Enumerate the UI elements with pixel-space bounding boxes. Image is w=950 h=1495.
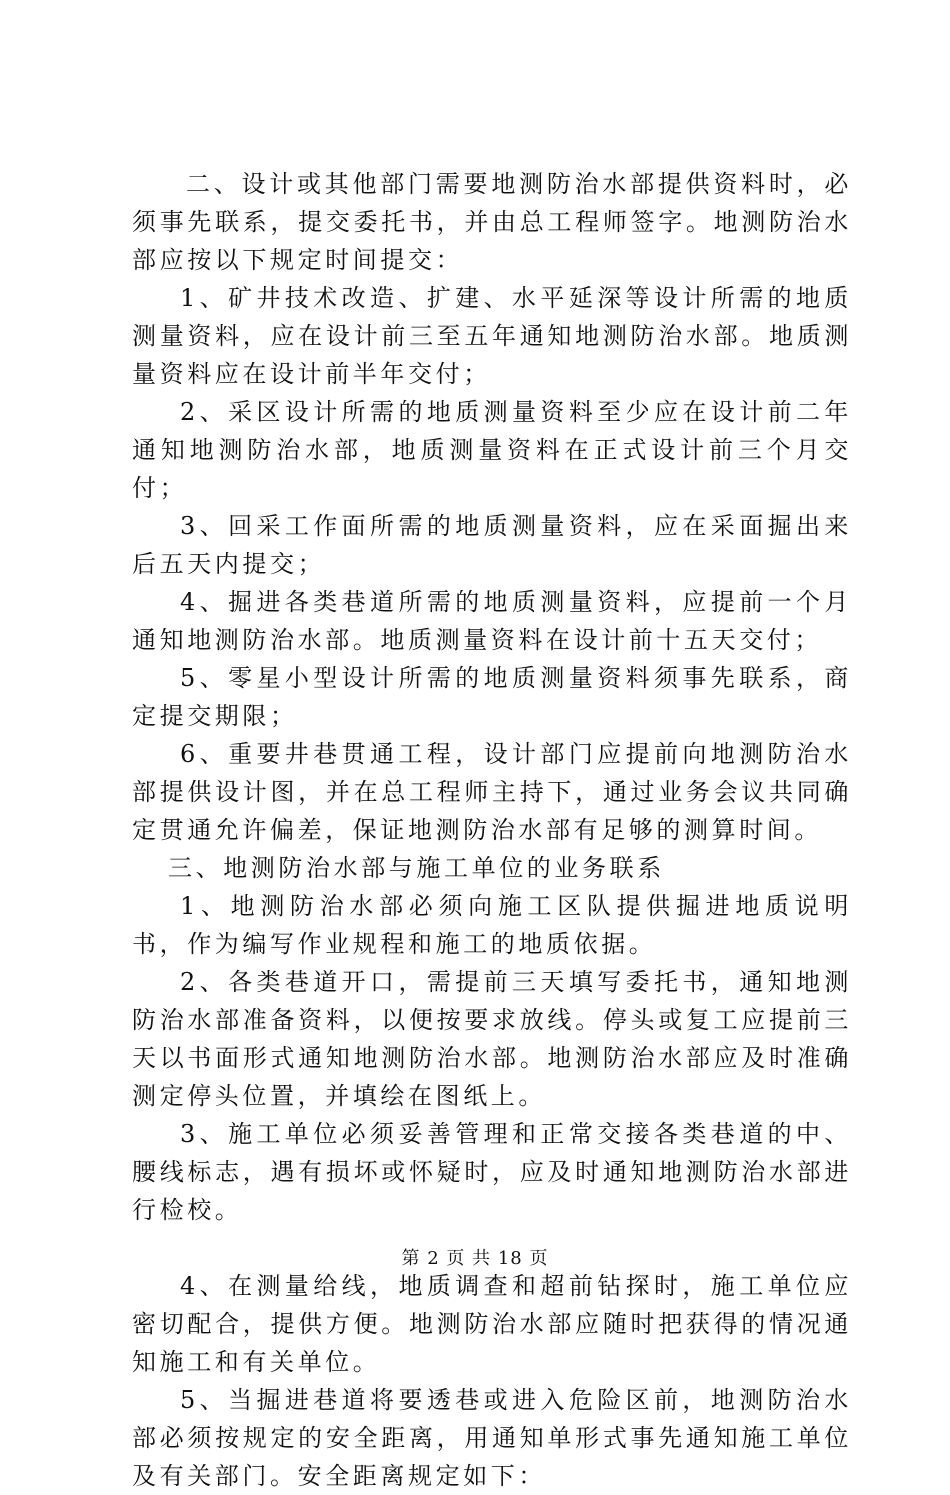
paragraph-section-2: 二、设计或其他部门需要地测防治水部提供资料时，必须事先联系，提交委托书，并由总工程师签字。地测防治水部应按以下规定时间提交： bbox=[132, 170, 852, 274]
document-body bbox=[132, 165, 852, 1495]
paragraph-item-3: 3、回采工作面所需的地质测量资料，应在采面掘出来后五天内提交； bbox=[132, 512, 852, 578]
paragraph-item-3-3: 3、施工单位必须妥善管理和正常交接各类巷道的中、腰线标志，遇有损坏或怀疑时，应及时通知地测防治水部进行检校。 bbox=[132, 1120, 852, 1224]
paragraph-item-4: 4、掘进各类巷道所需的地质测量资料，应提前一个月通知地测防治水部。地质测量资料在设计前十五天交付； bbox=[132, 588, 852, 654]
paragraph-item-3-4: 4、在测量给线，地质调查和超前钻探时，施工单位应密切配合，提供方便。地测防治水部应随时把获得的情况通知施工和有关单位。 bbox=[132, 1272, 852, 1376]
paragraph-item-3-1: 1、地测防治水部必须向施工区队提供掘进地质说明书，作为编写作业规程和施工的地质依据。 bbox=[132, 892, 852, 958]
section-heading-3: 三、地测防治水部与施工单位的业务联系 bbox=[168, 854, 665, 882]
paragraph-item-3-2: 2、各类巷道开口，需提前三天填写委托书，通知地测防治水部准备资料，以便按要求放线。停头或复工应提前三天以书面形式通知地测防治水部。地测防治水部应及时准确测定停头位置，并填绘在图纸上。 bbox=[132, 968, 852, 1110]
paragraph-item-1: 1、矿井技术改造、扩建、水平延深等设计所需的地质测量资料，应在设计前三至五年通知地测防治水部。地质测量资料应在设计前半年交付； bbox=[132, 284, 852, 388]
paragraph-item-2: 2、采区设计所需的地质测量资料至少应在设计前二年通知地测防治水部，地质测量资料在正式设计前三个月交付； bbox=[132, 398, 852, 502]
paragraph-item-5: 5、零星小型设计所需的地质测量资料须事先联系，商定提交期限； bbox=[132, 664, 852, 730]
paragraph-item-6: 6、重要井巷贯通工程，设计部门应提前向地测防治水部提供设计图，并在总工程师主持下，通过业务会议共同确定贯通允许偏差，保证地测防治水部有足够的测算时间。 bbox=[132, 740, 852, 844]
page-number-footer: 第 2 页 共 18 页 bbox=[401, 1248, 549, 1269]
paragraph-item-3-5: 5、当掘进巷道将要透巷或进入危险区前，地测防治水部必须按规定的安全距离，用通知单形式事先通知施工单位及有关部门。安全距离规定如下： bbox=[132, 1386, 852, 1490]
